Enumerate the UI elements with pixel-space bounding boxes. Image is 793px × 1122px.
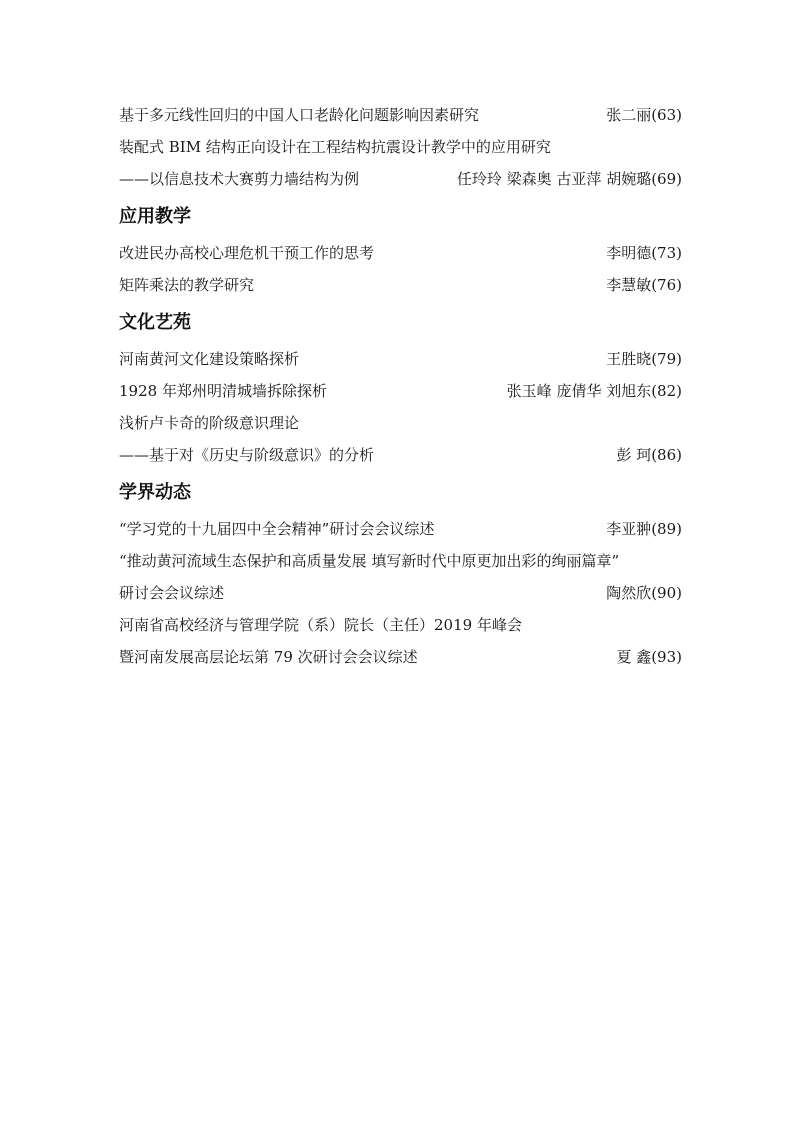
entry-title: 矩阵乘法的教学研究 (119, 276, 255, 294)
toc-entry[interactable] (119, 131, 682, 163)
toc-section-culture-arts (119, 301, 682, 471)
section-heading: 文化艺苑 (119, 312, 191, 333)
toc-entry[interactable] (119, 375, 682, 407)
entry-authors: 李慧敏(76) (606, 276, 682, 294)
toc-entry[interactable] (119, 163, 682, 195)
toc-entry[interactable] (119, 439, 682, 471)
entry-authors: 彭 珂(86) (616, 446, 682, 464)
entry-title: 装配式 BIM 结构正向设计在工程结构抗震设计教学中的应用研究 (119, 138, 551, 156)
entry-title: 河南黄河文化建设策略探析 (119, 350, 300, 368)
toc-entry[interactable] (119, 609, 682, 641)
entry-title: 基于多元线性回归的中国人口老龄化问题影响因素研究 (119, 106, 480, 124)
entry-title: 河南省高校经济与管理学院（系）院长（主任）2019 年峰会 (119, 616, 522, 634)
entry-title: 浅析卢卡奇的阶级意识理论 (119, 414, 300, 432)
toc-entry[interactable] (119, 99, 682, 131)
toc-entry[interactable] (119, 237, 682, 269)
entry-authors: 张二丽(63) (606, 106, 682, 124)
entry-title: 暨河南发展高层论坛第 79 次研讨会会议综述 (119, 648, 418, 666)
entry-title: “推动黄河流域生态保护和高质量发展 填写新时代中原更加出彩的绚丽篇章” (119, 552, 620, 570)
toc-entry[interactable] (119, 269, 682, 301)
toc-entry[interactable] (119, 407, 682, 439)
section-heading: 应用教学 (119, 206, 191, 227)
table-of-contents (119, 99, 682, 673)
toc-entry[interactable] (119, 641, 682, 673)
entry-authors: 任玲玲 梁森奥 古亚萍 胡婉璐(69) (456, 170, 682, 188)
toc-intro-group (119, 99, 682, 195)
toc-entry[interactable] (119, 343, 682, 375)
toc-section-applied-teaching (119, 195, 682, 301)
section-heading: 学界动态 (119, 482, 191, 503)
entry-title: 1928 年郑州明清城墙拆除探析 (119, 382, 327, 400)
entry-authors: 陶然欣(90) (606, 584, 682, 602)
toc-entry[interactable] (119, 545, 682, 577)
entry-authors: 王胜晓(79) (606, 350, 682, 368)
entry-title: 研讨会会议综述 (119, 584, 225, 602)
toc-section-academic-news (119, 471, 682, 673)
toc-entry[interactable] (119, 577, 682, 609)
toc-entry[interactable] (119, 513, 682, 545)
entry-authors: 张玉峰 庞倩华 刘旭东(82) (506, 382, 682, 400)
entry-title: ——基于对《历史与阶级意识》的分析 (119, 446, 375, 464)
entry-title: “学习党的十九届四中全会精神”研讨会会议综述 (119, 520, 435, 538)
entry-authors: 李亚翀(89) (606, 520, 682, 538)
entry-authors: 夏 鑫(93) (616, 648, 682, 666)
entry-title: 改进民办高校心理危机干预工作的思考 (119, 244, 375, 262)
entry-authors: 李明德(73) (606, 244, 682, 262)
entry-title: ——以信息技术大赛剪力墙结构为例 (119, 170, 360, 188)
